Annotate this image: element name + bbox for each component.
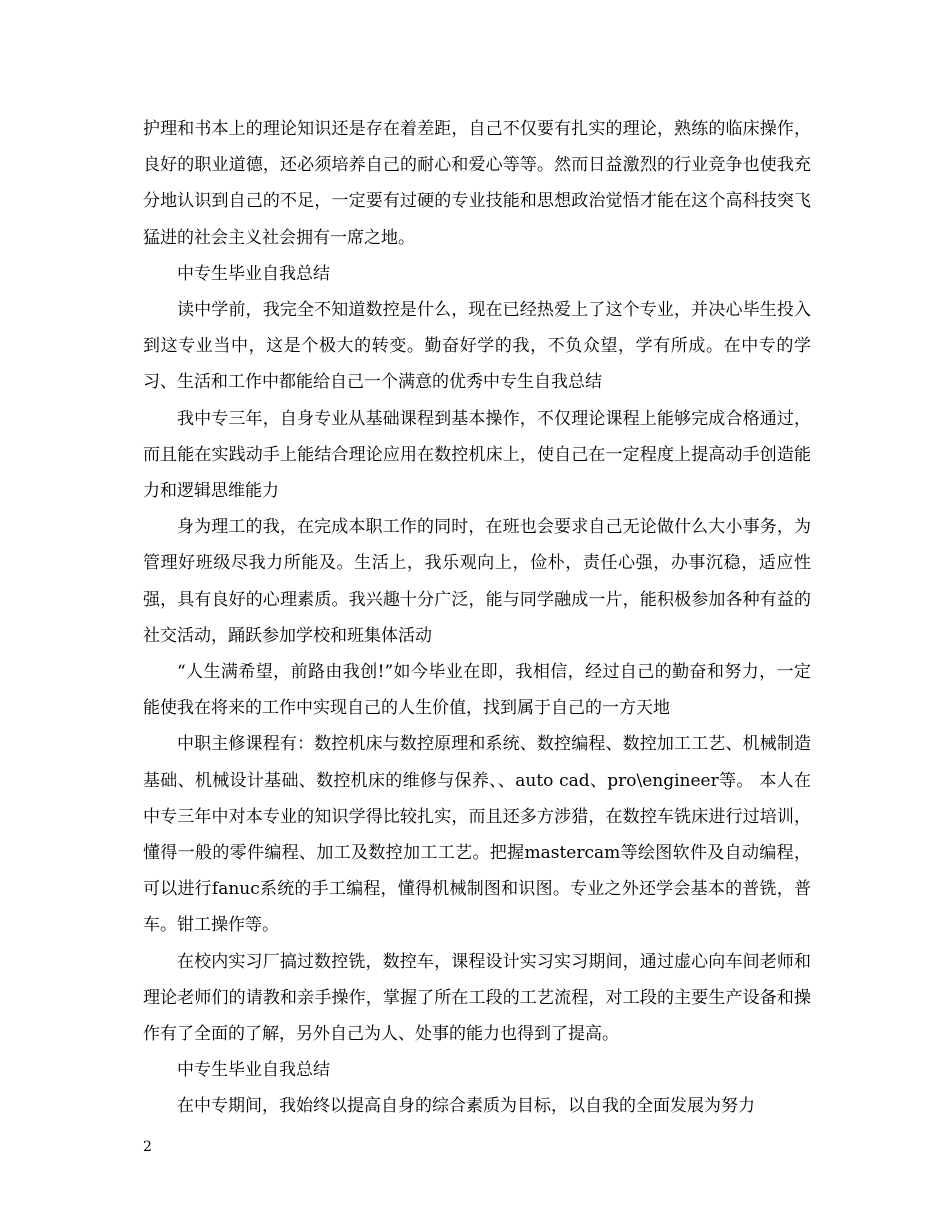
heading-summary-1: 中专生毕业自我总结 <box>177 263 330 284</box>
paragraph-5: “人生满希望，前路由我创!”如今毕业在即，我相信，经过自己的勤奋和努力，一定能使我在将来的工作中实现自己的人生价值，找到属于自己的一方天地 <box>143 662 811 719</box>
page-number: 2 <box>143 1139 152 1155</box>
paragraph-3: 我中专三年，自身专业从基础课程到基本操作，不仅理论课程上能够完成合格通过，而且能在实践动手上能结合理论应用在数控机床上，使自己在一定程度上提高动手创造能力和逻辑思维能力 <box>143 408 811 502</box>
heading-summary-2: 中专生毕业自我总结 <box>177 1060 330 1081</box>
document-body <box>143 111 811 1125</box>
paragraph-7: 在校内实习厂搞过数控铣，数控车，课程设计实习实习期间，通过虚心向车间老师和理论老师们的请教和亲手操作，掌握了所在工段的工艺流程，对工段的主要生产设备和操作有了全面的了解，另外自己为人、处事的能力也得到了提高。 <box>143 951 811 1045</box>
paragraph-8: 在中专期间，我始终以提高自身的综合素质为目标，以自我的全面发展为努力 <box>177 1096 755 1117</box>
paragraph-1: 护理和书本上的理论知识还是存在着差距，自己不仅要有扎实的理论，熟练的临床操作，良好的职业道德，还必须培养自己的耐心和爱心等等。然而日益激烈的行业竞争也使我充分地认识到自己的不足，一定要有过硬的专业技能和思想政治觉悟才能在这个高科技突飞猛进的社会主义社会拥有一席之地。 <box>143 119 811 248</box>
paragraph-6: 中职主修课程有：数控机床与数控原理和系统、数控编程、数控加工工艺、机械制造基础、机械设计基础、数控机床的维修与保养、、auto cad、pro\engineer等。 本人在中专三年中对本专业的知识学得比较扎实，而且还多方涉猎，在数控车铣床进行过培训，懂得一般的零件编程、加工及数控加工工艺。把握mastercam等绘图软件及自动编程，可以进行fanuc系统的手工编程，懂得机械制图和识图。专业之外还学会基本的普铣，普车。钳工操作等。 <box>143 734 811 936</box>
paragraph-4: 身为理工的我，在完成本职工作的同时，在班也会要求自己无论做什么大小事务，为管理好班级尽我力所能及。生活上，我乐观向上，俭朴，责任心强，办事沉稳，适应性强，具有良好的心理素质。我兴趣十分广泛，能与同学融成一片，能积极参加各种有益的社交活动，踊跃参加学校和班集体活动 <box>143 517 811 646</box>
paragraph-2: 读中学前，我完全不知道数控是什么，现在已经热爱上了这个专业，并决心毕生投入到这专业当中，这是个极大的转变。勤奋好学的我，不负众望，学有所成。在中专的学习、生活和工作中都能给自己一个满意的优秀中专生自我总结 <box>143 300 811 393</box>
